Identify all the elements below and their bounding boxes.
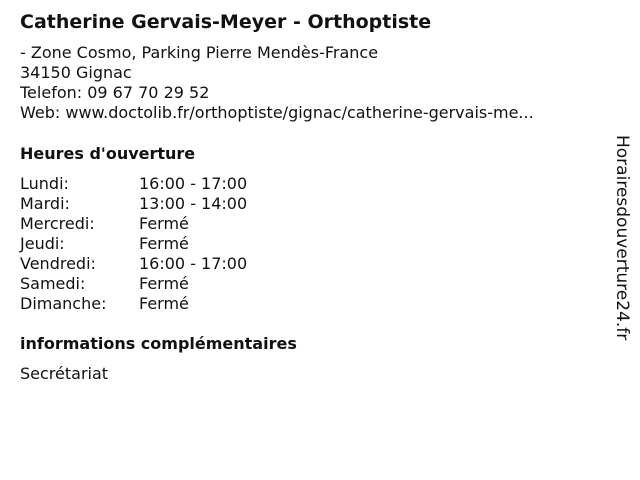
hours-day-label: Mardi: xyxy=(20,194,70,213)
hours-time-value: Fermé xyxy=(139,234,189,253)
hours-time-value: Fermé xyxy=(139,274,189,293)
hours-day-label: Jeudi: xyxy=(20,234,65,253)
hours-day-label: Mercredi: xyxy=(20,214,95,233)
additional-info-heading: informations complémentaires xyxy=(20,334,297,353)
page-title: Catherine Gervais-Meyer - Orthoptiste xyxy=(20,11,432,33)
hours-day-label: Dimanche: xyxy=(20,294,107,313)
hours-time-value: Fermé xyxy=(139,214,189,233)
opening-hours-heading: Heures d'ouverture xyxy=(20,144,196,163)
address-block xyxy=(20,43,534,123)
hours-day-label: Lundi: xyxy=(20,174,69,193)
hours-time-value: 16:00 - 17:00 xyxy=(139,254,248,273)
hours-time-value: 16:00 - 17:00 xyxy=(139,174,248,193)
hours-day-label: Vendredi: xyxy=(20,254,96,273)
address-street: - Zone Cosmo, Parking Pierre Mendès-France xyxy=(20,43,379,62)
hours-day-label: Samedi: xyxy=(20,274,86,293)
website-link: Web: www.doctolib.fr/orthoptiste/gignac/catherine-gervais-me... xyxy=(20,103,534,122)
additional-info-text: Secrétariat xyxy=(20,364,109,383)
address-city: 34150 Gignac xyxy=(20,63,132,82)
hours-time-value: 13:00 - 14:00 xyxy=(139,194,248,213)
hours-time-value: Fermé xyxy=(139,294,189,313)
site-brand-vertical: Horairesdouverture24.fr xyxy=(612,135,632,341)
phone-number: Telefon: 09 67 70 29 52 xyxy=(20,83,210,102)
